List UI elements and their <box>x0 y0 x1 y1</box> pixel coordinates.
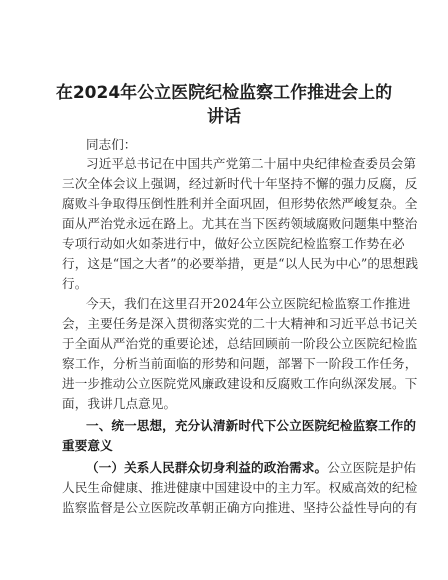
paragraph-1-line-1: 习近平总书记在中国共产党第二十届中央纪律检查委员会第 <box>86 156 417 171</box>
section-1-heading-line-1: 一、统一思想，充分认清新时代下公立医院纪检监察工作的 <box>86 418 417 433</box>
paragraph-1-line-5: 专项行动如火如荼进行中，做好公立医院纪检监察工作势在必 <box>62 236 405 251</box>
paragraph-2-line-3: 于全面从严治党的重要论述，总结回顾前一阶段公立医院纪检监 <box>62 336 418 351</box>
document-title-line-1: 在2024年公立医院纪检监察工作推进会上的 <box>55 83 393 103</box>
subsection-1-first-text: 公立医院是护佑 <box>327 460 417 475</box>
paragraph-2-line-5: 进一步推动公立医院党风廉政建设和反腐败工作向纵深发展。下 <box>62 376 418 391</box>
subsection-1-line-1 <box>86 460 417 476</box>
subsection-1-line-3: 监察监督是公立医院改革朝正确方向推进、坚持公益性导向的有 <box>62 500 418 515</box>
paragraph-2-line-2: 会，主要任务是深入贯彻落实党的二十大精神和习近平总书记关 <box>62 316 418 331</box>
paragraph-1-line-2: 三次全体会议上强调，经过新时代十年坚持不懈的强力反腐，反 <box>62 176 418 191</box>
paragraph-2-line-6: 面，我讲几点意见。 <box>62 396 177 411</box>
paragraph-2-line-1: 今天，我们在这里召开2024年公立医院纪检监察工作推进 <box>86 296 411 311</box>
document-title-line-2: 讲话 <box>207 107 241 127</box>
paragraph-1-line-6: 行，这是“国之大者”的必要举措，更是“以人民为中心”的思想践 <box>62 256 419 271</box>
paragraph-1-line-3: 腐败斗争取得压倒性胜利并全面巩固，但形势依然严峻复杂。全 <box>62 196 418 211</box>
subsection-1-heading: （一）关系人民群众切身利益的政治需求。 <box>86 460 328 475</box>
paragraph-1-line-4: 面从严治党永远在路上。尤其在当下医药领域腐败问题集中整治 <box>62 216 418 231</box>
paragraph-1-line-7: 行。 <box>62 276 88 291</box>
subsection-1-line-2: 人民生命健康、推进健康中国建设中的主力军。权威高效的纪检 <box>62 480 418 495</box>
salutation: 同志们： <box>86 137 137 152</box>
paragraph-2-line-4: 察工作，分析当前面临的形势和问题，部署下一阶段工作任务， <box>62 356 418 371</box>
section-1-heading-line-2: 重要意义 <box>62 438 113 453</box>
